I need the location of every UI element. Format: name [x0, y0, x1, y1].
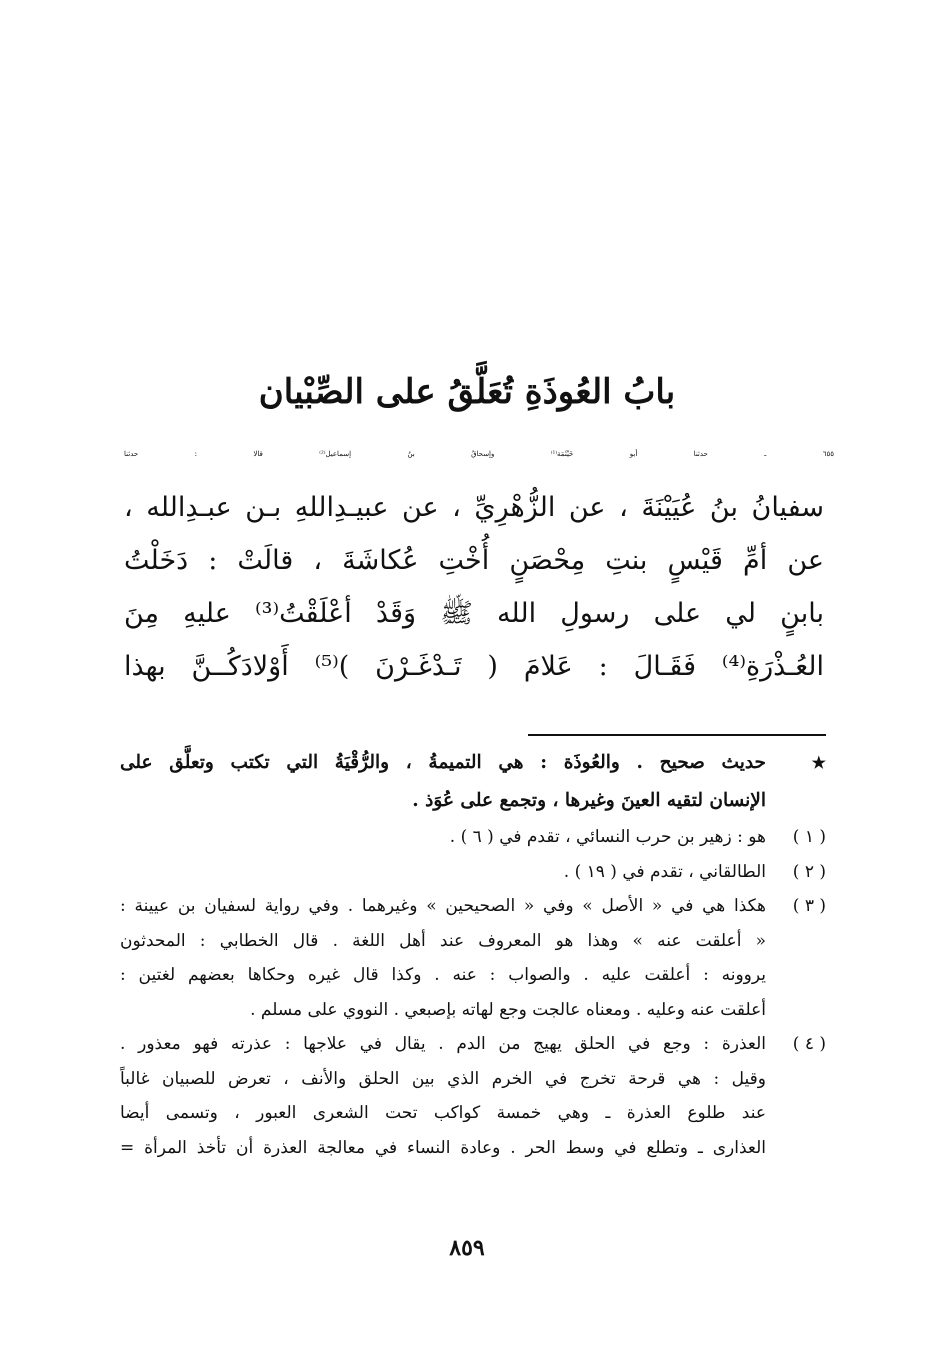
footnote-line: أعلقت عنه وعليه . ومعناه عالجت وجع لهاته بإصبعي . النووي على مسلم . [250, 999, 766, 1020]
hadith-line: عن أمِّ قَيْسٍ بنتِ مِحْصَنٍ أُخْتِ عُكاشَةَ ، قالَتْ : دَخَلْتُ [124, 545, 824, 576]
footnote-line: الطالقاني ، تقدم في ( ١٩ ) . [563, 861, 766, 882]
footnote-line: عند طلوع العذرة ـ وهي خمسة كواكب تحت الشعرى العبور ، وتسمى أيضا [120, 1103, 766, 1123]
footnote-separator [528, 734, 826, 736]
footnote-marker: ★ [811, 753, 826, 772]
page-number: ٨٥٩ [449, 1235, 485, 1261]
footnotes [120, 744, 826, 1165]
hadith-text [124, 428, 834, 693]
footnote-line: هو : زهير بن حرب النسائي ، تقدم في ( ٦ ) . [449, 827, 766, 847]
footnote-4 [120, 1027, 826, 1165]
footnote-line: هكذا هي في « الأصل » وفي « الصحيحين » وغيرهما . وفي رواية لسفيان بن عيينة : [120, 896, 766, 916]
hadith-line: العُـذْرَةِ⁽⁴⁾ فَقَـالَ : عَلامَ ( تَـدْغَـرْنَ )⁽⁵⁾ أَوْلادَكُــنَّ بهذا [124, 651, 825, 682]
chapter-title: بابُ العُوذَةِ تُعَلَّقُ على الصِّبْيان [258, 372, 676, 412]
footnote-line: وقيل : هي قرحة تخرج في الخرم الذي بين الحلق والأنف ، تعرض للصبيان غالباً [120, 1068, 766, 1089]
footnote-2 [120, 855, 826, 890]
footnote-marker: ( ٤ ) [792, 1034, 826, 1054]
footnote-marker: ( ١ ) [792, 827, 826, 847]
footnote-line: العذرة : وجع في الحلق يهيج من الدم . يقال في علاجها : عذرته فهو معذور . [120, 1034, 766, 1054]
hadith-line: بابنٍ لي على رسولِ الله ﷺ وَقَدْ أعْلَقْتُ⁽³⁾ عليهِ مِنَ [124, 598, 824, 629]
footnote-line: حديث صحيح . والعُوذَة : هي التميمةُ ، والرُّقْيَةُ التي تكتب وتعلَّق على [120, 752, 766, 773]
footnote-line: « أعلقت عنه » وهذا هو المعروف عند أهل اللغة . قال الخطابي : المحدثون [120, 930, 766, 951]
footnote-line: الإنسان لتقيه العينَ وغيرها ، وتجمع على عُوَذ . [412, 790, 766, 811]
footnote-3 [120, 889, 826, 1027]
footnote-marker: ( ٣ ) [792, 896, 826, 916]
footnote-line: العذارى ـ وتطلع في وسط الحر . وعادة النساء في معالجة العذرة أن تأخذ المرأة = [120, 1137, 766, 1158]
footnote-line: يروونه : أعلقت عليه . والصواب : عنه . وكذا قال غيره وحكاها بعضهم لغتين : [120, 965, 766, 985]
footnote-1 [120, 820, 826, 855]
footnote-marker: ( ٢ ) [792, 861, 826, 882]
hadith-line: ٦٥٥ ـ حدثنا أبو خَيْثَمَة⁽¹⁾ وإسحاقُ بنُ إسماعيل⁽²⁾ قالا : حدثنا [124, 450, 834, 458]
footnote-grading [120, 744, 826, 820]
hadith-line: سفيانُ بنُ عُيَيْنَةَ ، عن الزُّهْرِيِّ ، عن عبيـدِاللهِ بـن عبـدِالله ، [124, 492, 824, 523]
